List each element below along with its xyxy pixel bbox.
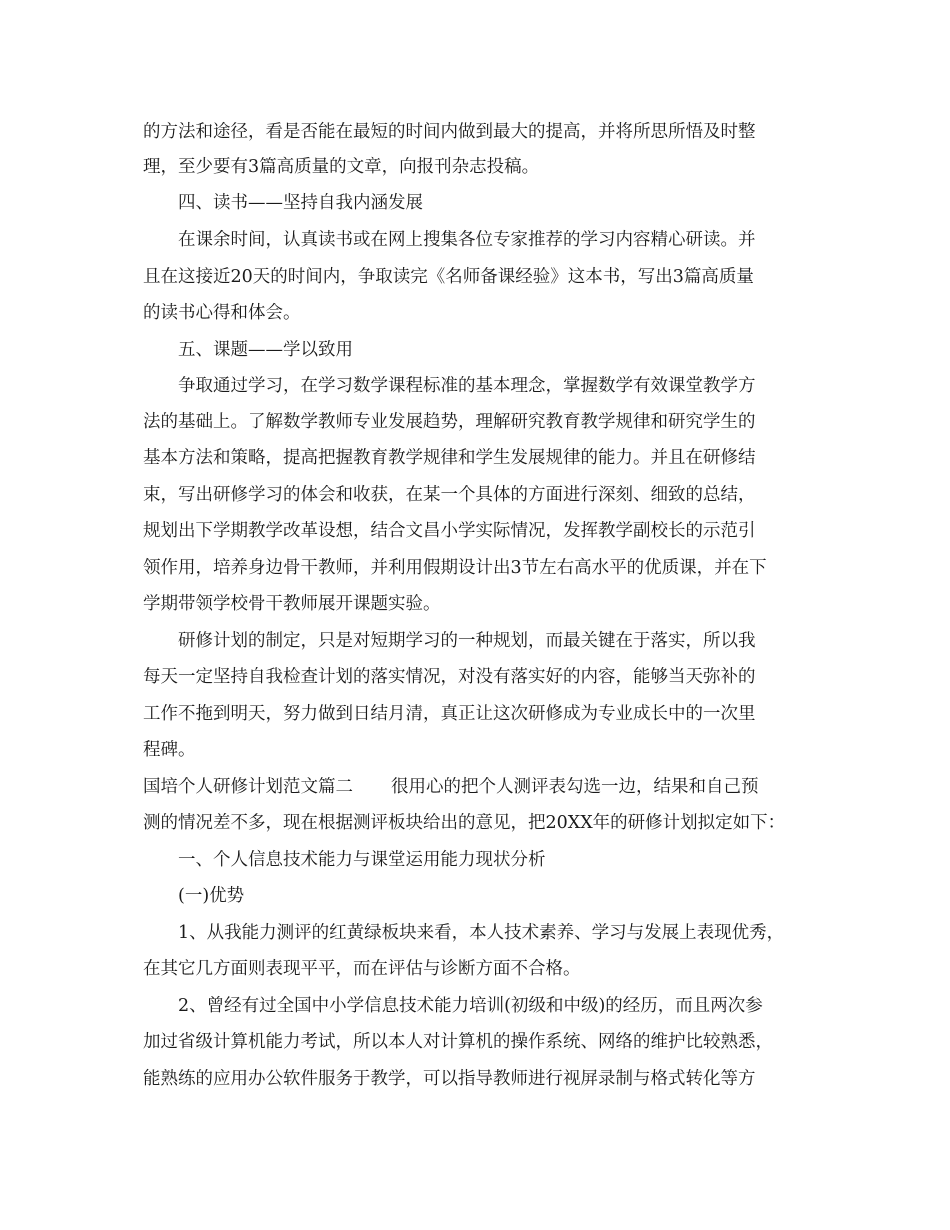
text-line: 法的基础上。了解数学教师专业发展趋势，理解研究教育教学规律和研究学生的 [143, 412, 756, 432]
section-title-line [143, 775, 759, 799]
text-line: 程碑。 [143, 740, 196, 760]
section-title: 国培个人研修计划范文篇二 [143, 777, 353, 797]
text-line: 学期带领学校骨干教师展开课题实验。 [143, 594, 441, 614]
text-line: 很用心的把个人测评表勾选一边，结果和自己预 [391, 777, 759, 797]
text-line: 且在这接近20天的时间内，争取读完《名师备课经验》这本书，写出3篇高质量 [143, 267, 754, 287]
section-heading: 五、课题——学以致用 [178, 340, 353, 360]
sub-heading: (一)优势 [178, 886, 245, 906]
section-heading: 四、读书——坚持自我内涵发展 [178, 193, 423, 213]
text-line: 工作不拖到明天，努力做到日结月清，真正让这次研修成为专业成长中的一次里 [143, 704, 756, 724]
text-line: 理，至少要有3篇高质量的文章，向报刊杂志投稿。 [143, 157, 540, 177]
text-line: 基本方法和策略，提高把握教育教学规律和学生发展规律的能力。并且在研修结 [143, 448, 756, 468]
text-line: 2、曾经有过全国中小学信息技术能力培训(初级和中级)的经历，而且两次参 [178, 996, 763, 1016]
text-line: 每天一定坚持自我检查计划的落实情况，对没有落实好的内容，能够当天弥补的 [143, 667, 756, 687]
text-line: 加过省级计算机能力考试，所以本人对计算机的操作系统、网络的维护比较熟悉， [143, 1032, 773, 1052]
text-line: 的方法和途径，看是否能在最短的时间内做到最大的提高，并将所思所悟及时整 [143, 122, 756, 142]
text-line: 争取通过学习，在学习数学课程标准的基本理念，掌握数学有效课堂教学方 [178, 376, 756, 396]
text-line: 领作用，培养身边骨干教师，并利用假期设计出3节左右高水平的优质课，并在下 [143, 558, 767, 578]
text-line: 1、从我能力测评的红黄绿板块来看，本人技术素养、学习与发展上表现优秀， [178, 923, 785, 943]
section-heading: 一、个人信息技术能力与课堂运用能力现状分析 [178, 850, 546, 870]
text-line: 在课余时间，认真读书或在网上搜集各位专家推荐的学习内容精心研读。并 [178, 230, 756, 250]
text-line: 在其它几方面则表现平平，而在评估与诊断方面不合格。 [143, 959, 581, 979]
text-line: 束，写出研修学习的体会和收获，在某一个具体的方面进行深刻、细致的总结， [143, 485, 756, 505]
text-line: 能熟练的应用办公软件服务于教学，可以指导教师进行视屏录制与格式转化等方 [143, 1069, 756, 1089]
text-line: 研修计划的制定，只是对短期学习的一种规划，而最关键在于落实，所以我 [178, 631, 756, 651]
text-line: 的读书心得和体会。 [143, 303, 301, 323]
text-line: 规划出下学期教学改革设想，结合文昌小学实际情况，发挥教学副校长的示范引 [143, 521, 756, 541]
text-line: 测的情况差不多，现在根据测评板块给出的意见，把20XX年的研修计划拟定如下： [143, 813, 786, 833]
